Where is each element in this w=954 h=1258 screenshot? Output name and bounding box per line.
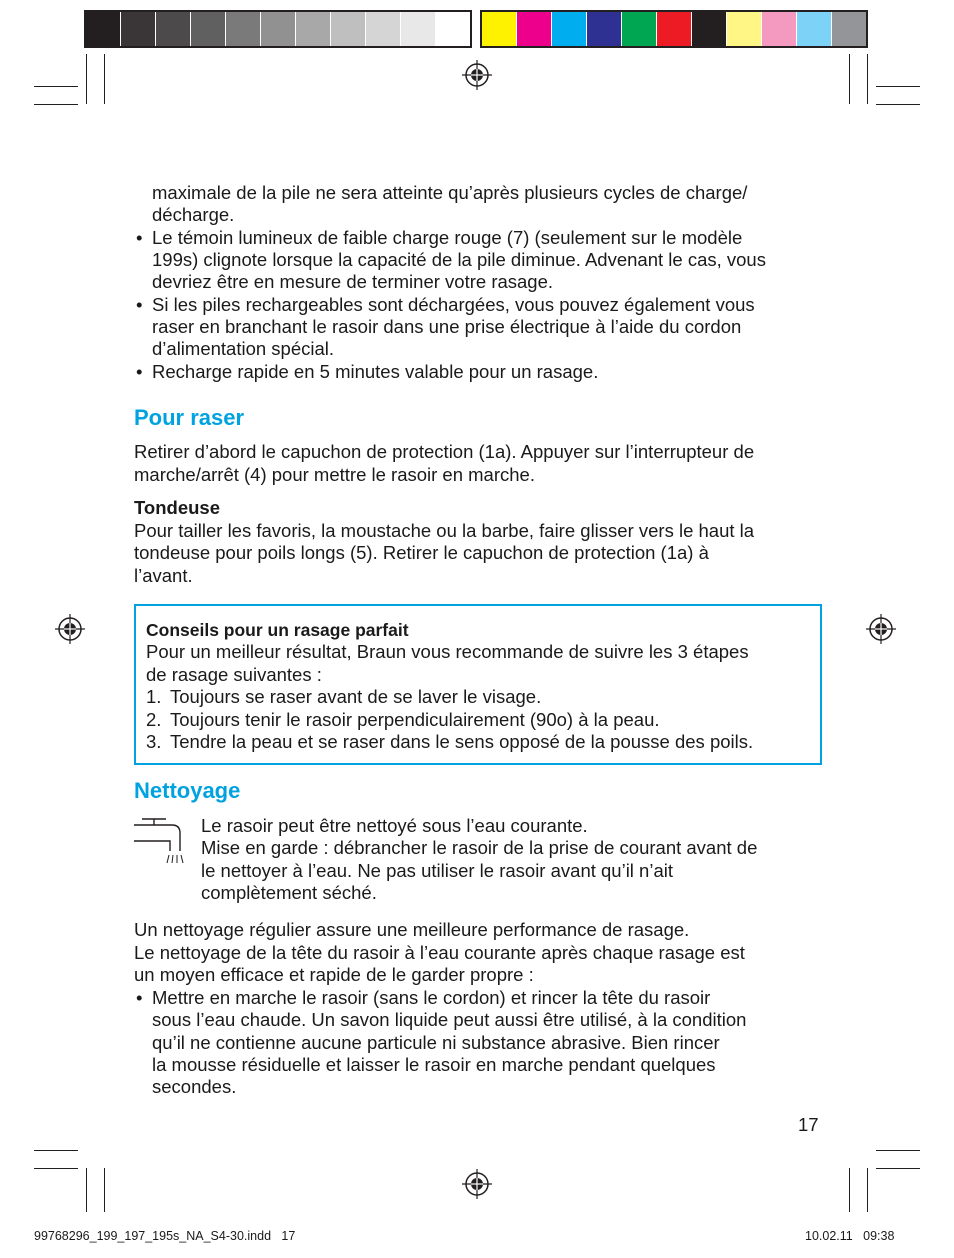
paragraph-line: Le nettoyage de la tête du rasoir à l’eau courante après chaque rasage est — [134, 942, 745, 963]
paragraph-line: Un nettoyage régulier assure une meilleure performance de rasage. — [134, 919, 690, 940]
crop-mark — [867, 1168, 868, 1212]
bullet-symbol: • — [136, 361, 143, 382]
bullet-line: raser en branchant le rasoir dans une prise électrique à l’aide du cordon — [152, 316, 742, 337]
bullet-symbol: • — [136, 294, 143, 315]
tips-step-number: 3. — [146, 731, 162, 752]
bullet-symbol: • — [136, 227, 143, 248]
gray-swatch — [401, 12, 435, 46]
crop-mark — [34, 1168, 78, 1169]
tips-step-text: Tendre la peau et se raser dans le sens opposé de la pousse des poils. — [170, 731, 754, 752]
continuation-line: décharge. — [152, 204, 235, 225]
bullet-line: sous l’eau chaude. Un savon liquide peut aussi être utilisé, à la condition — [152, 1009, 747, 1030]
color-swatch — [762, 12, 796, 46]
gray-swatch — [296, 12, 330, 46]
gray-swatch — [226, 12, 260, 46]
color-swatch — [587, 12, 621, 46]
bullet-symbol: • — [136, 987, 143, 1008]
crop-mark — [104, 54, 105, 104]
registration-mark-icon — [866, 614, 896, 644]
gray-swatch — [191, 12, 225, 46]
faucet-icon — [132, 815, 188, 867]
tips-intro-line: Pour un meilleur résultat, Braun vous recommande de suivre les 3 étapes — [146, 641, 749, 662]
registration-mark-icon — [462, 60, 492, 90]
bullet-line: secondes. — [152, 1076, 237, 1097]
color-swatch — [622, 12, 656, 46]
crop-mark — [34, 104, 78, 105]
gray-swatch — [156, 12, 190, 46]
color-swatch — [482, 12, 516, 46]
bullet-line: 199s) clignote lorsque la capacité de la pile diminue. Advenant le cas, vous — [152, 249, 766, 270]
bullet-line: Recharge rapide en 5 minutes valable pour un rasage. — [152, 361, 599, 382]
registration-mark-icon — [55, 614, 85, 644]
section-heading-pour-raser: Pour raser — [134, 405, 245, 430]
color-swatch — [727, 12, 761, 46]
tips-step-number: 2. — [146, 709, 162, 730]
crop-mark — [34, 1150, 78, 1151]
faucet-text-line: Mise en garde : débrancher le rasoir de la prise de courant avant de — [201, 837, 758, 858]
gray-swatch — [261, 12, 295, 46]
registration-mark-icon — [462, 1169, 492, 1199]
bullet-line: Si les piles rechargeables sont déchargées, vous pouvez également vous — [152, 294, 755, 315]
color-swatch — [517, 12, 551, 46]
continuation-line: maximale de la pile ne sera atteinte qu’après plusieurs cycles de charge/ — [152, 182, 748, 203]
color-swatch — [797, 12, 831, 46]
crop-mark — [876, 86, 920, 87]
faucet-text-line: Le rasoir peut être nettoyé sous l’eau courante. — [201, 815, 588, 836]
paragraph-line: l’avant. — [134, 565, 193, 586]
color-swatch — [692, 12, 726, 46]
crop-mark — [104, 1168, 105, 1212]
color-swatch — [657, 12, 691, 46]
bullet-line: la mousse résiduelle et laisser le rasoir en marche pendant quelques — [152, 1054, 716, 1075]
paragraph-line: Retirer d’abord le capuchon de protection (1a). Appuyer sur l’interrupteur de — [134, 441, 755, 462]
crop-mark — [86, 54, 87, 104]
crop-mark — [876, 1150, 920, 1151]
color-swatch — [552, 12, 586, 46]
crop-mark — [867, 54, 868, 104]
tips-step-number: 1. — [146, 686, 162, 707]
crop-mark — [86, 1168, 87, 1212]
bullet-line: d’alimentation spécial. — [152, 338, 335, 359]
tips-title: Conseils pour un rasage parfait — [146, 620, 409, 640]
crop-mark — [876, 104, 920, 105]
crop-mark — [849, 1168, 850, 1212]
faucet-text-line: le nettoyer à l’eau. Ne pas utiliser le rasoir avant qu’il n’ait — [201, 860, 673, 881]
bullet-line: Le témoin lumineux de faible charge rouge (7) (seulement sur le modèle — [152, 227, 743, 248]
footer-date: 10.02.11 09:38 — [805, 1229, 895, 1243]
section-heading-nettoyage: Nettoyage — [134, 778, 241, 803]
subheading-tondeuse: Tondeuse — [134, 497, 220, 518]
gray-swatch — [366, 12, 400, 46]
crop-mark — [34, 86, 78, 87]
crop-mark — [876, 1168, 920, 1169]
gray-swatch — [86, 12, 120, 46]
page-number: 17 — [798, 1114, 819, 1135]
paragraph-line: Pour tailler les favoris, la moustache ou la barbe, faire glisser vers le haut la — [134, 520, 755, 541]
paragraph-line: marche/arrêt (4) pour mettre le rasoir en marche. — [134, 464, 535, 485]
gray-swatch — [121, 12, 155, 46]
faucet-text-line: complètement séché. — [201, 882, 377, 903]
color-swatch — [832, 12, 866, 46]
gray-swatch — [436, 12, 470, 46]
paragraph-line: un moyen efficace et rapide de le garder propre : — [134, 964, 534, 985]
footer-file-info: 99768296_199_197_195s_NA_S4-30.indd 17 — [34, 1229, 296, 1243]
tips-intro-line: de rasage suivantes : — [146, 664, 322, 685]
bullet-line: devriez être en mesure de terminer votre rasage. — [152, 271, 554, 292]
bullet-line: Mettre en marche le rasoir (sans le cordon) et rincer la tête du rasoir — [152, 987, 711, 1008]
tips-step-text: Toujours se raser avant de se laver le visage. — [170, 686, 542, 707]
crop-mark — [849, 54, 850, 104]
gray-swatch — [331, 12, 365, 46]
tips-step-text: Toujours tenir le rasoir perpendiculairement (90o) à la peau. — [170, 709, 660, 730]
paragraph-line: tondeuse pour poils longs (5). Retirer le capuchon de protection (1a) à — [134, 542, 709, 563]
bullet-line: qu’il ne contienne aucune particule ni substance abrasive. Bien rincer — [152, 1032, 720, 1053]
